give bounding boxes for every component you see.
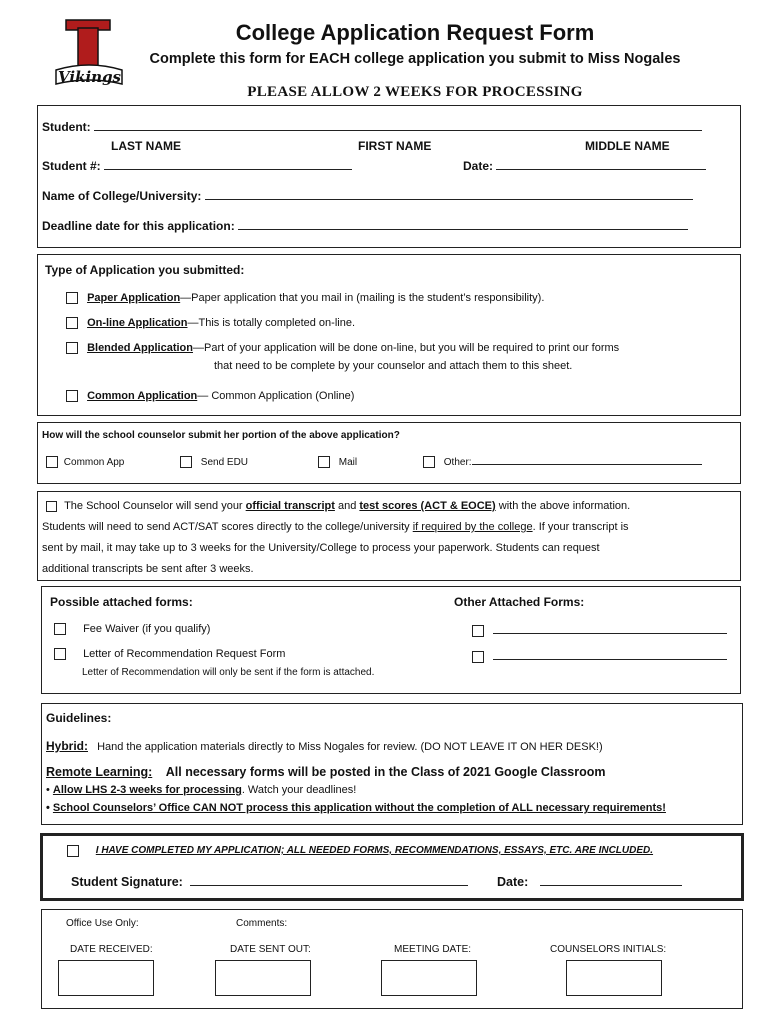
student-info-section xyxy=(37,105,741,248)
college-field[interactable] xyxy=(205,199,693,200)
send-edu-checkbox[interactable] xyxy=(180,456,192,468)
guideline-bullet-2: • School Counselors’ Office CAN NOT process this application without the completion of ALL necessary requirements! xyxy=(46,802,666,814)
transcript-section xyxy=(37,491,741,581)
send-edu-label: Send EDU xyxy=(200,456,249,468)
date-sent-out-label: DATE SENT OUT: xyxy=(230,944,311,955)
counselors-initials-label: COUNSELORS INITIALS: xyxy=(550,944,667,955)
application-type-section xyxy=(37,254,741,416)
blended-application-name: Blended Application xyxy=(87,342,193,354)
office-use-section xyxy=(41,909,743,1009)
option-common xyxy=(66,390,354,402)
deadline-field[interactable] xyxy=(238,229,688,230)
recommendation-checkbox[interactable] xyxy=(54,648,66,660)
fee-waiver-label: Fee Waiver (if you qualify) xyxy=(83,623,211,635)
application-type-heading: Type of Application you submitted: xyxy=(45,263,245,277)
certification-statement: I HAVE COMPLETED MY APPLICATION; ALL NEEDED FORMS, RECOMMENDATIONS, ESSAYS, ETC. ARE INCLUDED. xyxy=(95,845,654,856)
recommendation-label: Letter of Recommendation Request Form xyxy=(83,648,286,660)
other-forms-heading: Other Attached Forms: xyxy=(454,595,585,609)
student-name-field[interactable] xyxy=(94,130,702,131)
page-title: College Application Request Form xyxy=(235,20,595,45)
other-form-1-checkbox[interactable] xyxy=(472,625,484,637)
other-label: Other: xyxy=(443,456,472,468)
blended-application-checkbox[interactable] xyxy=(66,342,78,354)
attached-forms-section xyxy=(41,586,741,694)
paper-application-checkbox[interactable] xyxy=(66,292,78,304)
fee-waiver-checkbox[interactable] xyxy=(54,623,66,635)
college-label: Name of College/University: xyxy=(42,189,202,203)
paper-application-desc: —Paper application that you mail in (mailing is the student’s responsibility). xyxy=(180,292,545,304)
recommendation-item xyxy=(54,648,285,660)
bullet-1-underlined: Allow LHS 2-3 weeks for processing xyxy=(52,784,242,796)
fee-waiver-item xyxy=(54,623,210,635)
mail-label: Mail xyxy=(338,456,358,468)
remote-label: Remote Learning: xyxy=(46,765,153,779)
signature-date-label: Date: xyxy=(497,875,529,889)
common-application-name: Common Application xyxy=(87,390,198,402)
test-scores-text: test scores (ACT & EOCE) xyxy=(359,500,496,512)
first-name-caption: FIRST NAME xyxy=(358,139,432,153)
recommendation-note: Letter of Recommendation will only be sent if the form is attached. xyxy=(82,667,375,678)
student-label: Student: xyxy=(42,120,91,134)
bullet-2-text: School Counselors’ Office CAN NOT process this application without the completion of ALL necessary requirements! xyxy=(52,802,666,814)
submit-mail xyxy=(318,456,357,468)
transcript-line-3: sent by mail, it may take up to 3 weeks for the University/College to process your paperwork. Students can request xyxy=(42,542,600,554)
transcript-line-4: additional transcripts be sent after 3 weeks. xyxy=(42,563,254,575)
online-application-name: On-line Application xyxy=(87,317,188,329)
transcript-line-1 xyxy=(46,500,630,512)
option-online xyxy=(66,317,355,329)
vikings-logo xyxy=(52,18,126,92)
other-form-1-field[interactable] xyxy=(493,633,727,634)
guideline-bullet-1: • Allow LHS 2-3 weeks for processing. Watch your deadlines! xyxy=(46,784,357,796)
common-application-checkbox[interactable] xyxy=(66,390,78,402)
student-number-field[interactable] xyxy=(104,169,352,170)
certification-statement-row xyxy=(67,845,653,857)
certification-checkbox[interactable] xyxy=(67,845,79,857)
other-form-2-checkbox[interactable] xyxy=(472,651,484,663)
deadline-row xyxy=(42,219,688,233)
online-application-desc: —This is totally completed on-line. xyxy=(187,317,356,329)
option-blended xyxy=(66,342,619,354)
official-transcript-text: official transcript xyxy=(245,500,335,512)
transcript-checkbox[interactable] xyxy=(46,501,57,512)
signature-date-field[interactable] xyxy=(540,885,682,886)
possible-forms-heading: Possible attached forms: xyxy=(50,595,193,609)
deadline-label: Deadline date for this application: xyxy=(42,219,235,233)
student-number-row xyxy=(42,159,352,173)
date-received-label: DATE RECEIVED: xyxy=(70,944,153,955)
middle-name-caption: MIDDLE NAME xyxy=(585,139,670,153)
transcript-text-pre: The School Counselor will send your xyxy=(64,500,246,512)
blended-application-desc2: that need to be complete by your counselor and attach them to this sheet. xyxy=(214,360,573,372)
submit-method-question: How will the school counselor submit her portion of the above application? xyxy=(42,430,400,441)
blended-application-desc: —Part of your application will be done on-line, but you will be required to print our forms xyxy=(193,342,620,354)
comments-label: Comments: xyxy=(236,918,288,929)
bullet-1-text: . Watch your deadlines! xyxy=(241,784,357,796)
online-application-checkbox[interactable] xyxy=(66,317,78,329)
transcript-text-post: with the above information. xyxy=(495,500,631,512)
common-application-desc: — Common Application (Online) xyxy=(197,390,355,402)
submit-common-app xyxy=(46,456,124,468)
office-use-label: Office Use Only: xyxy=(66,918,139,929)
hybrid-text: Hand the application materials directly to Miss Nogales for review. (DO NOT LEAVE IT ON HER DESK!) xyxy=(97,741,603,753)
guidelines-heading: Guidelines: xyxy=(46,711,112,725)
date-field[interactable] xyxy=(496,169,706,170)
submit-other xyxy=(423,456,702,468)
student-row xyxy=(42,120,702,134)
hybrid-guideline xyxy=(46,739,603,753)
remote-guideline xyxy=(46,765,605,779)
last-name-caption: LAST NAME xyxy=(111,139,181,153)
certification-section xyxy=(40,833,744,901)
hybrid-label: Hybrid: xyxy=(46,739,88,753)
date-received-box[interactable] xyxy=(58,960,154,996)
page-subtitle: Complete this form for EACH college application you submit to Miss Nogales xyxy=(149,51,681,67)
processing-notice: PLEASE ALLOW 2 WEEKS FOR PROCESSING xyxy=(247,84,583,100)
mail-checkbox[interactable] xyxy=(318,456,330,468)
common-app-checkbox[interactable] xyxy=(46,456,58,468)
college-row xyxy=(42,189,693,203)
other-checkbox[interactable] xyxy=(423,456,435,468)
meeting-date-box[interactable] xyxy=(381,960,477,996)
transcript-line2-underlined: if required by the college xyxy=(412,521,533,533)
transcript-line2-pre: Students will need to send ACT/SAT scores directly to the college/university xyxy=(42,521,413,533)
remote-text: All necessary forms will be posted in the Class of 2021 Google Classroom xyxy=(165,765,606,779)
date-sent-out-box[interactable] xyxy=(215,960,311,996)
option-paper xyxy=(66,292,544,304)
other-form-2 xyxy=(472,649,727,663)
meeting-date-label: MEETING DATE: xyxy=(394,944,472,955)
signature-field[interactable] xyxy=(190,885,468,886)
submit-send-edu xyxy=(180,456,248,468)
transcript-line-2 xyxy=(42,521,629,533)
other-form-2-field[interactable] xyxy=(493,659,727,660)
signature-row xyxy=(71,875,468,889)
paper-application-name: Paper Application xyxy=(87,292,181,304)
counselors-initials-box[interactable] xyxy=(566,960,662,996)
student-number-label: Student #: xyxy=(42,159,101,173)
date-row xyxy=(463,159,706,173)
submit-method-section xyxy=(37,422,741,484)
date-label: Date: xyxy=(463,159,494,173)
guidelines-section xyxy=(41,703,743,825)
logo-script-text: Vikings xyxy=(58,68,122,86)
transcript-text-mid: and xyxy=(334,500,360,512)
signature-date-row xyxy=(497,875,682,889)
other-field[interactable] xyxy=(472,464,702,465)
other-form-1 xyxy=(472,623,727,637)
transcript-line2-post: . If your transcript is xyxy=(532,521,629,533)
common-app-label: Common App xyxy=(63,456,125,468)
signature-label: Student Signature: xyxy=(71,875,183,889)
